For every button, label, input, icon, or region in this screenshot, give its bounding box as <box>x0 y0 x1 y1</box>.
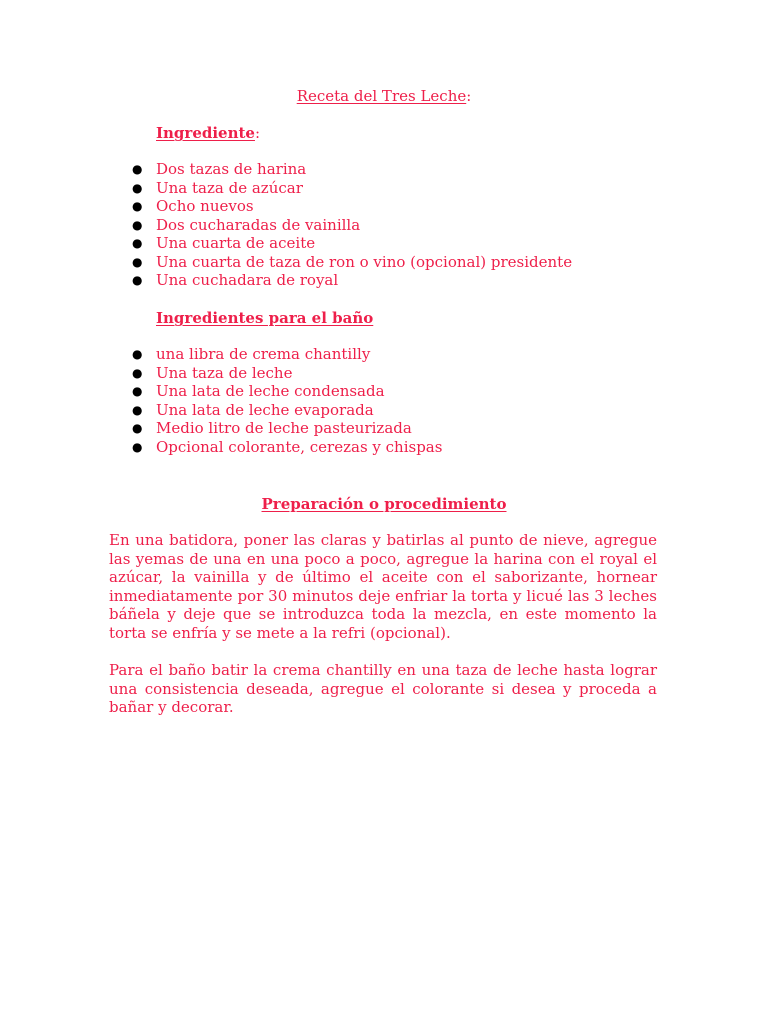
bath-paragraph: Para el baño batir la crema chantilly en una taza de leche hasta lograr una consistencia deseada, agregue el colorante si desea y proceda a bañar y decorar. <box>109 661 657 716</box>
list-item <box>0 364 442 383</box>
bullet-icon: ● <box>132 273 143 287</box>
recipe-title-text: Receta del Tres Leche <box>296 87 467 105</box>
ingredients-list <box>0 160 572 290</box>
bullet-icon: ● <box>132 162 143 176</box>
bullet-icon: ● <box>132 254 143 269</box>
bullet-icon: ● <box>132 236 143 250</box>
bath-ingredient-text: una libra de crema chantilly <box>156 345 371 363</box>
bullet-icon: ● <box>132 365 143 380</box>
bath-ingredient-text: Medio litro de leche pasteurizada <box>156 419 412 437</box>
ingredient-text: Una taza de azúcar <box>156 178 303 197</box>
ingredient-text: Dos tazas de harina <box>156 160 307 178</box>
bullet-icon: ● <box>132 439 143 454</box>
ingredient-text: Una cuarta de aceite <box>156 234 316 252</box>
bullet-icon: ● <box>132 384 143 398</box>
bullet-icon: ● <box>132 217 143 232</box>
bath-heading <box>156 308 373 328</box>
bullet-icon: ● <box>132 180 143 195</box>
list-item <box>0 382 442 401</box>
list-item <box>0 345 442 364</box>
recipe-title <box>0 86 768 106</box>
ingredient-text: Dos cucharadas de vainilla <box>156 215 361 234</box>
list-item <box>0 234 572 253</box>
ingredient-text: Ocho nuevos <box>156 197 254 215</box>
bath-heading-text: Ingredientes para el baño <box>156 309 374 327</box>
ingredient-text: Una cuchadara de royal <box>156 271 339 289</box>
bullet-icon: ● <box>132 347 143 361</box>
bullet-icon: ● <box>132 199 143 213</box>
bath-ingredient-text: Opcional colorante, cerezas y chispas <box>156 437 443 456</box>
list-item <box>0 179 572 198</box>
bath-ingredients-list <box>0 345 442 456</box>
ingredients-heading <box>156 123 260 143</box>
ingredients-heading-colon: : <box>254 124 261 142</box>
recipe-title-colon: : <box>466 87 472 105</box>
list-item <box>0 253 572 272</box>
preparation-heading-text: Preparación o procedimiento <box>261 495 507 513</box>
bullet-icon: ● <box>132 421 143 435</box>
list-item <box>0 160 572 179</box>
ingredient-text: Una cuarta de taza de ron o vino (opcional) presidente <box>156 252 573 271</box>
bath-ingredient-text: Una lata de leche condensada <box>156 382 385 400</box>
ingredients-heading-text: Ingrediente <box>156 124 255 142</box>
bath-ingredient-text: Una lata de leche evaporada <box>156 400 374 419</box>
list-item <box>0 197 572 216</box>
preparation-paragraph: En una batidora, poner las claras y batirlas al punto de nieve, agregue las yemas de una en una poco a poco, agregue la harina con el royal el azúcar, la vainilla y de último el aceite con el saborizante, hornear inmediatamente por 30 minutos deje enfriar la torta y licué las 3 leches báñela y deje que se introduzca toda la mezcla, en este momento la torta se enfría y se mete a la refri (opcional). <box>109 531 657 642</box>
list-item <box>0 271 572 290</box>
bath-ingredient-text: Una taza de leche <box>156 363 293 382</box>
list-item <box>0 419 442 438</box>
preparation-heading <box>0 494 768 514</box>
list-item <box>0 401 442 420</box>
bullet-icon: ● <box>132 402 143 417</box>
list-item <box>0 216 572 235</box>
list-item <box>0 438 442 457</box>
